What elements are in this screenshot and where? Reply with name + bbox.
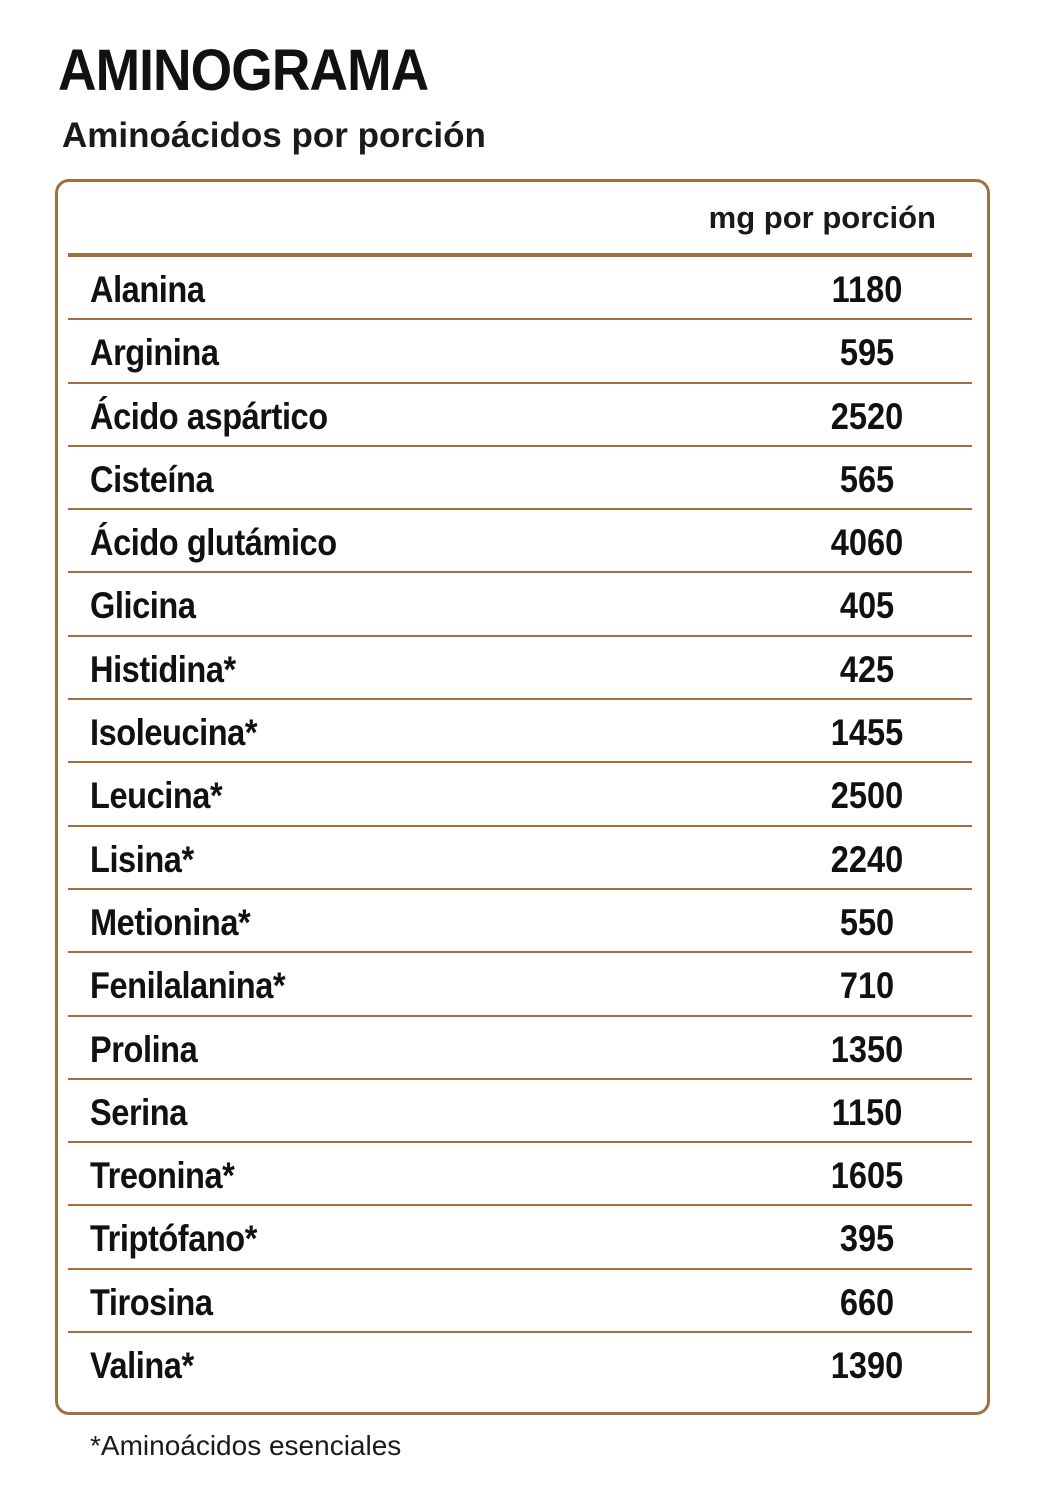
amino-acid-mg-value: 1350 <box>830 1028 904 1070</box>
amino-acid-name: Lisina* <box>90 838 194 880</box>
aminogram-table-rows <box>68 257 972 1396</box>
table-row <box>68 763 972 826</box>
table-row <box>68 510 972 573</box>
amino-acid-name: Valina* <box>90 1345 194 1387</box>
amino-acid-name: Histidina* <box>90 648 236 690</box>
amino-acid-mg-value: 2240 <box>830 838 904 880</box>
table-row <box>68 637 972 700</box>
table-row <box>68 573 972 636</box>
table-row <box>68 257 972 320</box>
table-row <box>68 1143 972 1206</box>
table-row <box>68 1206 972 1269</box>
amino-acid-mg-value: 1150 <box>831 1091 903 1133</box>
table-row <box>68 700 972 763</box>
amino-acid-name: Isoleucina* <box>90 712 258 754</box>
amino-acid-mg-value: 2520 <box>830 395 904 437</box>
table-row <box>68 1270 972 1333</box>
amino-acid-mg-value: 4060 <box>830 522 904 564</box>
amino-acid-name: Serina <box>90 1091 187 1133</box>
amino-acid-name: Cisteína <box>90 458 214 500</box>
table-row <box>68 320 972 383</box>
amino-acid-name: Alanina <box>90 269 205 310</box>
amino-acid-name: Treonina* <box>90 1155 235 1197</box>
amino-acid-mg-value: 595 <box>839 332 895 374</box>
amino-acid-name: Ácido glutámico <box>90 522 337 564</box>
amino-acid-name: Metionina* <box>90 901 251 943</box>
amino-acid-mg-value: 1455 <box>830 712 904 754</box>
amino-acid-mg-value: 660 <box>839 1281 895 1323</box>
page-subtitle: Aminoácidos por porción <box>62 116 486 155</box>
amino-acid-mg-value: 405 <box>839 585 895 627</box>
amino-acid-mg-value: 395 <box>839 1218 895 1260</box>
amino-acid-mg-value: 710 <box>839 965 895 1007</box>
table-row <box>68 447 972 510</box>
table-row <box>68 953 972 1016</box>
amino-acid-mg-value: 1605 <box>830 1155 904 1197</box>
amino-acid-name: Tirosina <box>90 1281 213 1323</box>
amino-acid-mg-value: 425 <box>839 648 895 690</box>
page-title: AMINOGRAMA <box>58 38 429 103</box>
amino-acid-name: Leucina* <box>90 775 223 817</box>
amino-acid-name: Glicina <box>90 585 196 627</box>
amino-acid-mg-value: 565 <box>839 458 895 500</box>
table-row <box>68 827 972 890</box>
amino-acid-mg-value: 2500 <box>830 775 904 817</box>
table-row <box>68 890 972 953</box>
table-row <box>68 384 972 447</box>
amino-acid-mg-value: 1390 <box>830 1345 904 1387</box>
amino-acid-name: Ácido aspártico <box>90 395 328 437</box>
table-row <box>68 1333 972 1396</box>
amino-acid-mg-value: 550 <box>839 901 895 943</box>
table-row <box>68 1017 972 1080</box>
amino-acid-name: Arginina <box>90 332 219 374</box>
table-row <box>68 1080 972 1143</box>
essential-amino-acids-footnote: *Aminoácidos esenciales <box>90 1430 402 1461</box>
amino-acid-mg-value: 1180 <box>831 269 903 310</box>
amino-acid-name: Fenilalanina* <box>90 965 286 1007</box>
column-header-mg-per-serving: mg por porción <box>708 200 936 235</box>
amino-acid-name: Prolina <box>90 1028 198 1070</box>
amino-acid-name: Triptófano* <box>90 1218 257 1260</box>
